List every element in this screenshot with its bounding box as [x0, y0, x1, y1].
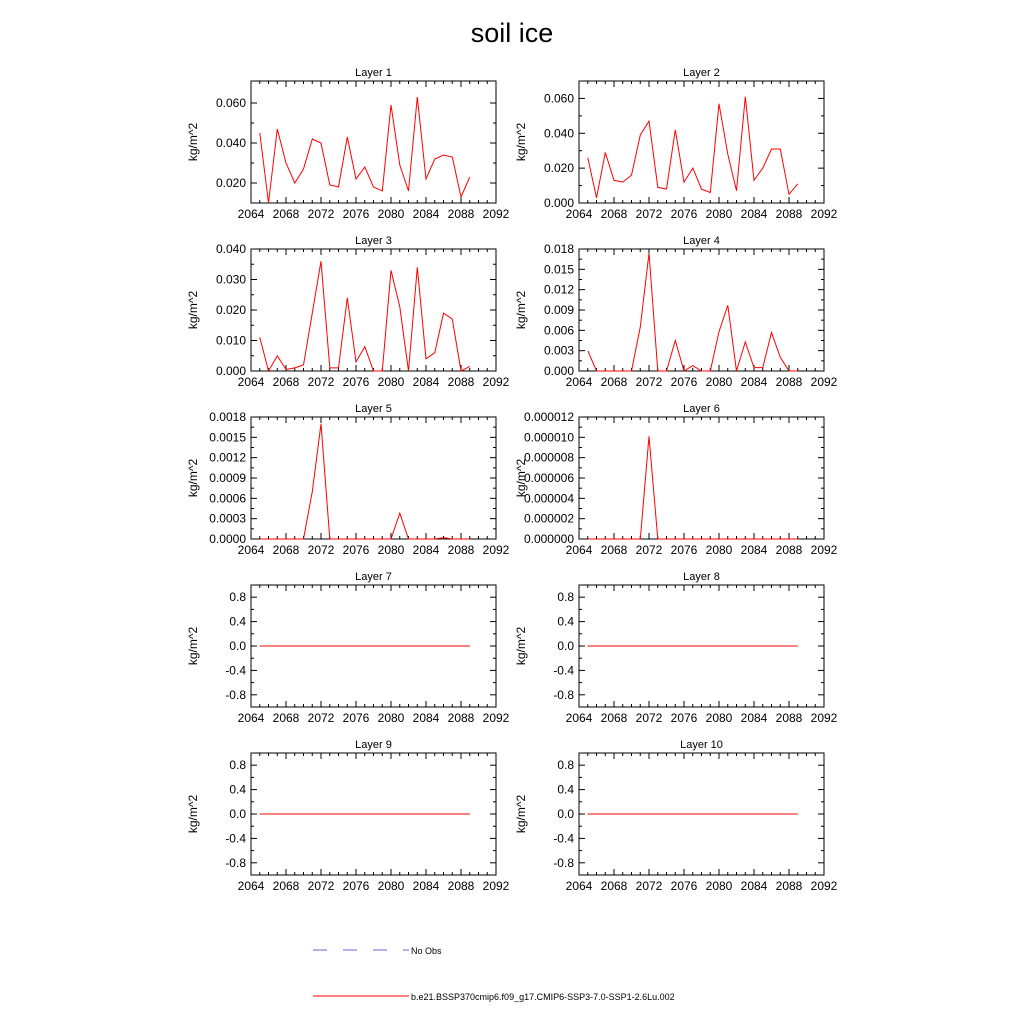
y-tick-label: 0.000012	[523, 410, 574, 424]
y-tick-label: 0.000	[215, 364, 246, 378]
panel-layer-1	[186, 67, 510, 221]
panel-title: Layer 9	[355, 739, 392, 751]
x-tick-label: 2080	[705, 543, 733, 557]
y-tick-label: -0.4	[553, 831, 574, 846]
y-tick-label: 0.0	[557, 639, 574, 653]
y-tick-label: -0.4	[225, 831, 246, 846]
y-tick-label: 0.4	[229, 614, 246, 629]
plot-frame	[251, 417, 496, 539]
y-axis-label: kg/m^2	[514, 794, 528, 834]
x-tick-label: 2092	[810, 375, 838, 389]
x-tick-label: 2076	[342, 375, 370, 389]
x-tick-label: 2084	[412, 207, 440, 221]
x-tick-label: 2092	[482, 375, 510, 389]
x-tick-label: 2084	[412, 375, 440, 389]
y-tick-label: 0.040	[215, 136, 246, 150]
y-tick-label: 0.006	[543, 323, 574, 338]
x-tick-label: 2072	[635, 711, 663, 725]
y-tick-label: 0.030	[215, 272, 246, 287]
legend-model-label: b.e21.BSSP370cmip6.f09_g17.CMIP6-SSP3-7.0-SSP1-2.6Lu.002	[411, 992, 675, 1002]
x-tick-label: 2088	[775, 543, 803, 557]
y-tick-label: 0.0000	[209, 532, 246, 546]
y-axis-label: kg/m^2	[514, 626, 528, 666]
x-tick-label: 2088	[775, 711, 803, 725]
panels-grid	[186, 67, 838, 893]
x-tick-label: 2088	[447, 879, 475, 893]
series-line	[588, 436, 798, 539]
y-tick-label: -0.8	[553, 687, 574, 702]
y-axis-label: kg/m^2	[514, 458, 528, 498]
x-tick-label: 2092	[810, 543, 838, 557]
y-tick-label: -0.8	[225, 855, 246, 870]
x-tick-label: 2064	[237, 207, 265, 221]
x-tick-label: 2088	[775, 879, 803, 893]
panel-layer-10	[514, 739, 838, 893]
y-tick-label: 0.020	[543, 161, 574, 176]
x-tick-label: 2072	[635, 879, 663, 893]
legend	[313, 946, 675, 1002]
x-tick-label: 2072	[307, 711, 335, 725]
x-tick-label: 2064	[565, 711, 593, 725]
x-tick-label: 2088	[775, 207, 803, 221]
figure-title: soil ice	[470, 18, 554, 48]
y-tick-label: 0.009	[543, 303, 574, 317]
x-tick-label: 2068	[600, 375, 628, 389]
y-axis-label: kg/m^2	[186, 122, 200, 162]
x-tick-label: 2072	[307, 375, 335, 389]
x-tick-label: 2084	[740, 879, 768, 893]
x-tick-label: 2068	[272, 375, 300, 389]
x-tick-label: 2068	[272, 879, 300, 893]
x-tick-label: 2080	[377, 375, 405, 389]
series-line	[260, 424, 470, 539]
x-tick-label: 2068	[600, 207, 628, 221]
y-tick-label: 0.4	[229, 782, 246, 797]
x-tick-label: 2080	[705, 879, 733, 893]
series-line	[260, 97, 470, 203]
y-tick-label: -0.4	[225, 663, 246, 678]
x-tick-label: 2068	[272, 207, 300, 221]
y-tick-label: 0.0009	[209, 471, 246, 485]
y-tick-label: 0.000006	[523, 471, 574, 485]
legend-obs-label: No Obs	[411, 946, 442, 956]
x-tick-label: 2076	[670, 375, 698, 389]
y-tick-label: 0.8	[229, 590, 246, 605]
y-axis-label: kg/m^2	[186, 458, 200, 498]
y-tick-label: 0.020	[215, 303, 246, 317]
y-tick-label: 0.8	[557, 590, 574, 605]
plot-frame	[251, 81, 496, 203]
y-tick-label: 0.060	[543, 91, 574, 106]
plot-frame	[251, 249, 496, 371]
x-tick-label: 2084	[740, 207, 768, 221]
y-tick-label: 0.060	[215, 96, 246, 110]
x-tick-label: 2088	[447, 543, 475, 557]
panel-layer-8	[514, 571, 838, 725]
y-axis-label: kg/m^2	[514, 122, 528, 162]
y-tick-label: 0.0	[229, 807, 246, 821]
y-tick-label: 0.000002	[523, 511, 574, 526]
y-tick-label: 0.020	[215, 176, 246, 190]
x-tick-label: 2076	[670, 543, 698, 557]
y-tick-label: -0.4	[553, 663, 574, 678]
series-line	[588, 253, 798, 371]
x-tick-label: 2084	[740, 543, 768, 557]
x-tick-label: 2064	[237, 879, 265, 893]
y-tick-label: 0.0	[557, 807, 574, 821]
x-tick-label: 2080	[377, 879, 405, 893]
y-tick-label: -0.8	[225, 687, 246, 702]
x-tick-label: 2076	[342, 543, 370, 557]
x-tick-label: 2068	[272, 543, 300, 557]
x-tick-label: 2080	[705, 207, 733, 221]
x-tick-label: 2068	[600, 543, 628, 557]
x-tick-label: 2080	[377, 543, 405, 557]
y-tick-label: 0.000	[543, 364, 574, 378]
y-tick-label: 0.003	[543, 343, 574, 358]
y-tick-label: 0.0015	[209, 430, 246, 445]
y-tick-label: 0.015	[543, 262, 574, 277]
x-tick-label: 2072	[307, 207, 335, 221]
panel-layer-4	[514, 235, 838, 389]
y-tick-label: 0.000008	[523, 450, 574, 465]
x-tick-label: 2064	[237, 375, 265, 389]
y-tick-label: 0.010	[215, 333, 246, 348]
x-tick-label: 2088	[447, 207, 475, 221]
y-tick-label: 0.000004	[523, 491, 574, 506]
y-tick-label: 0.018	[543, 242, 574, 256]
x-tick-label: 2068	[272, 711, 300, 725]
x-tick-label: 2076	[342, 879, 370, 893]
x-tick-label: 2064	[565, 543, 593, 557]
x-tick-label: 2068	[600, 879, 628, 893]
x-tick-label: 2088	[447, 711, 475, 725]
y-tick-label: 0.040	[215, 242, 246, 256]
x-tick-label: 2064	[565, 375, 593, 389]
series-line	[588, 97, 798, 198]
x-tick-label: 2080	[377, 711, 405, 725]
x-tick-label: 2064	[237, 711, 265, 725]
panel-layer-2	[514, 67, 838, 221]
series-line	[260, 261, 470, 371]
x-tick-label: 2084	[740, 375, 768, 389]
x-tick-label: 2092	[810, 711, 838, 725]
y-tick-label: 0.0	[229, 639, 246, 653]
panel-title: Layer 1	[355, 67, 392, 79]
y-tick-label: -0.8	[553, 855, 574, 870]
x-tick-label: 2092	[482, 207, 510, 221]
x-tick-label: 2092	[810, 879, 838, 893]
y-tick-label: 0.0012	[209, 450, 246, 465]
panel-title: Layer 8	[683, 571, 720, 583]
x-tick-label: 2084	[412, 711, 440, 725]
panel-title: Layer 10	[680, 739, 723, 751]
y-axis-label: kg/m^2	[186, 794, 200, 834]
x-tick-label: 2076	[670, 711, 698, 725]
y-tick-label: 0.0006	[209, 491, 246, 506]
y-tick-label: 0.4	[557, 614, 574, 629]
y-tick-label: 0.4	[557, 782, 574, 797]
x-tick-label: 2092	[810, 207, 838, 221]
panel-title: Layer 2	[683, 67, 720, 79]
panel-title: Layer 7	[355, 571, 392, 583]
x-tick-label: 2068	[600, 711, 628, 725]
x-tick-label: 2064	[565, 879, 593, 893]
y-tick-label: 0.8	[557, 758, 574, 773]
x-tick-label: 2072	[307, 543, 335, 557]
y-tick-label: 0.0018	[209, 410, 246, 424]
x-tick-label: 2076	[670, 207, 698, 221]
panel-layer-9	[186, 739, 510, 893]
y-axis-label: kg/m^2	[514, 290, 528, 330]
panel-title: Layer 5	[355, 403, 392, 415]
x-tick-label: 2076	[342, 711, 370, 725]
x-tick-label: 2088	[447, 375, 475, 389]
x-tick-label: 2092	[482, 879, 510, 893]
x-tick-label: 2088	[775, 375, 803, 389]
x-tick-label: 2092	[482, 711, 510, 725]
y-tick-label: 0.0003	[209, 511, 246, 526]
x-tick-label: 2076	[670, 879, 698, 893]
x-tick-label: 2092	[482, 543, 510, 557]
panel-title: Layer 6	[683, 403, 720, 415]
plot-frame	[579, 417, 824, 539]
x-tick-label: 2080	[705, 375, 733, 389]
panel-title: Layer 3	[355, 235, 392, 247]
x-tick-label: 2084	[412, 879, 440, 893]
x-tick-label: 2072	[307, 879, 335, 893]
x-tick-label: 2084	[740, 711, 768, 725]
y-tick-label: 0.040	[543, 126, 574, 141]
panel-layer-6	[514, 403, 838, 557]
x-tick-label: 2080	[377, 207, 405, 221]
plot-frame	[579, 249, 824, 371]
panel-layer-7	[186, 571, 510, 725]
x-tick-label: 2072	[635, 543, 663, 557]
x-tick-label: 2072	[635, 207, 663, 221]
x-tick-label: 2080	[705, 711, 733, 725]
x-tick-label: 2064	[565, 207, 593, 221]
x-tick-label: 2084	[412, 543, 440, 557]
y-axis-label: kg/m^2	[186, 626, 200, 666]
y-tick-label: 0.8	[229, 758, 246, 773]
y-axis-label: kg/m^2	[186, 290, 200, 330]
x-tick-label: 2064	[237, 543, 265, 557]
y-tick-label: 0.000010	[523, 430, 574, 445]
y-tick-label: 0.012	[543, 282, 574, 297]
panel-layer-3	[186, 235, 510, 389]
x-tick-label: 2076	[342, 207, 370, 221]
panel-layer-5	[186, 403, 510, 557]
panel-title: Layer 4	[683, 235, 720, 247]
x-tick-label: 2072	[635, 375, 663, 389]
y-tick-label: 0.000000	[523, 532, 574, 546]
y-tick-label: 0.000	[543, 196, 574, 210]
